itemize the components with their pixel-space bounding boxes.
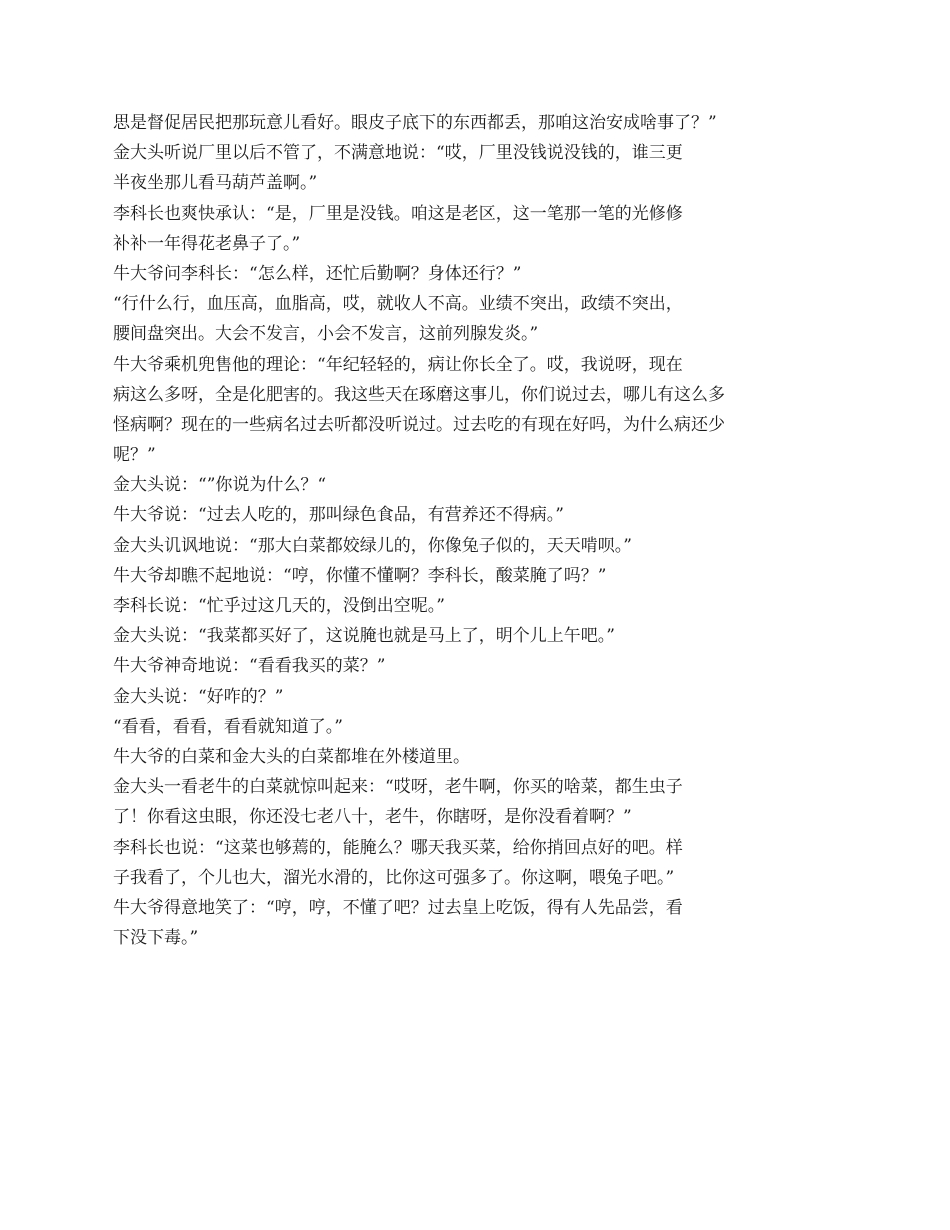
text-line: 牛大爷神奇地说：“看看我买的菜？” [113, 656, 386, 677]
text-line: 思是督促居民把那玩意儿看好。眼皮子底下的东西都丢，那咱这治安成啥事了？” [113, 113, 717, 133]
text-line: 半夜坐那儿看马葫芦盖啊。” [113, 173, 318, 194]
text-line: 金大头说：“我菜都买好了，这说腌也就是马上了，明个儿上午吧。” [113, 626, 615, 647]
text-line: 牛大爷得意地笑了：“哼，哼，不懂了吧？过去皇上吃饭，得有人先品尝，看 [113, 897, 683, 918]
text-line: “看看，看看，看看就知道了。” [113, 716, 343, 737]
text-line: 牛大爷问李科长：“怎么样，还忙后勤啊？身体还行？” [113, 263, 522, 284]
text-line: 金大头说：“好咋的？” [113, 686, 284, 707]
text-line: “行什么行，血压高，血脂高，哎，就收人不高。业绩不突出，政绩不突出， [113, 294, 683, 315]
text-line: 腰间盘突出。大会不发言，小会不发言，这前列腺发炎。” [113, 324, 539, 345]
text-line: 补补一年得花老鼻子了。” [113, 233, 301, 254]
text-line: 怪病啊？现在的一些病名过去听都没听说过。过去吃的有现在好吗，为什么病还少 [113, 414, 725, 435]
text-line: 牛大爷乘机兜售他的理论：“年纪轻轻的，病让你长全了。哎，我说呀，现在 [113, 354, 683, 375]
text-line: 呢？” [113, 445, 156, 466]
text-line: 李科长也爽快承认：“是，厂里是没钱。咱这是老区，这一笔那一笔的光修修 [113, 203, 683, 224]
text-line: 李科长说：“忙乎过这几天的，没倒出空呢。” [113, 596, 445, 616]
text-line: 子我看了，个儿也大，溜光水滑的，比你这可强多了。你这啊，喂兔子吧。” [113, 867, 675, 888]
text-line: 金大头说：“”你说为什么？“ [113, 475, 327, 496]
text-line: 牛大爷说：“过去人吃的，那叫绿色食品，有营养还不得病。” [113, 505, 564, 526]
text-line: 下没下毒。” [113, 928, 199, 949]
text-line: 金大头讥讽地说：“那大白菜都姣绿儿的，你像兔子似的，天天啃呗。” [113, 535, 632, 556]
text-line: 了！你看这虫眼，你还没七老八十，老牛，你瞎呀，是你没看着啊？” [113, 807, 632, 828]
text-line: 病这么多呀，全是化肥害的。我这些天在琢磨这事儿，你们说过去，哪儿有这么多 [113, 384, 725, 405]
text-line: 牛大爷却瞧不起地说：“哼，你懂不懂啊？李科长，酸菜腌了吗？” [113, 565, 607, 586]
body-text [113, 108, 813, 953]
text-line: 金大头听说厂里以后不管了，不满意地说：“哎，厂里没钱说没钱的，谁三更 [113, 143, 683, 164]
text-line: 金大头一看老牛的白菜就惊叫起来：“哎呀，老牛啊，你买的啥菜，都生虫子 [113, 777, 683, 798]
text-line: 牛大爷的白菜和金大头的白菜都堆在外楼道里。 [113, 746, 470, 767]
text-line: 李科长也说：“这菜也够蔫的，能腌么？哪天我买菜，给你捎回点好的吧。样 [113, 837, 683, 858]
